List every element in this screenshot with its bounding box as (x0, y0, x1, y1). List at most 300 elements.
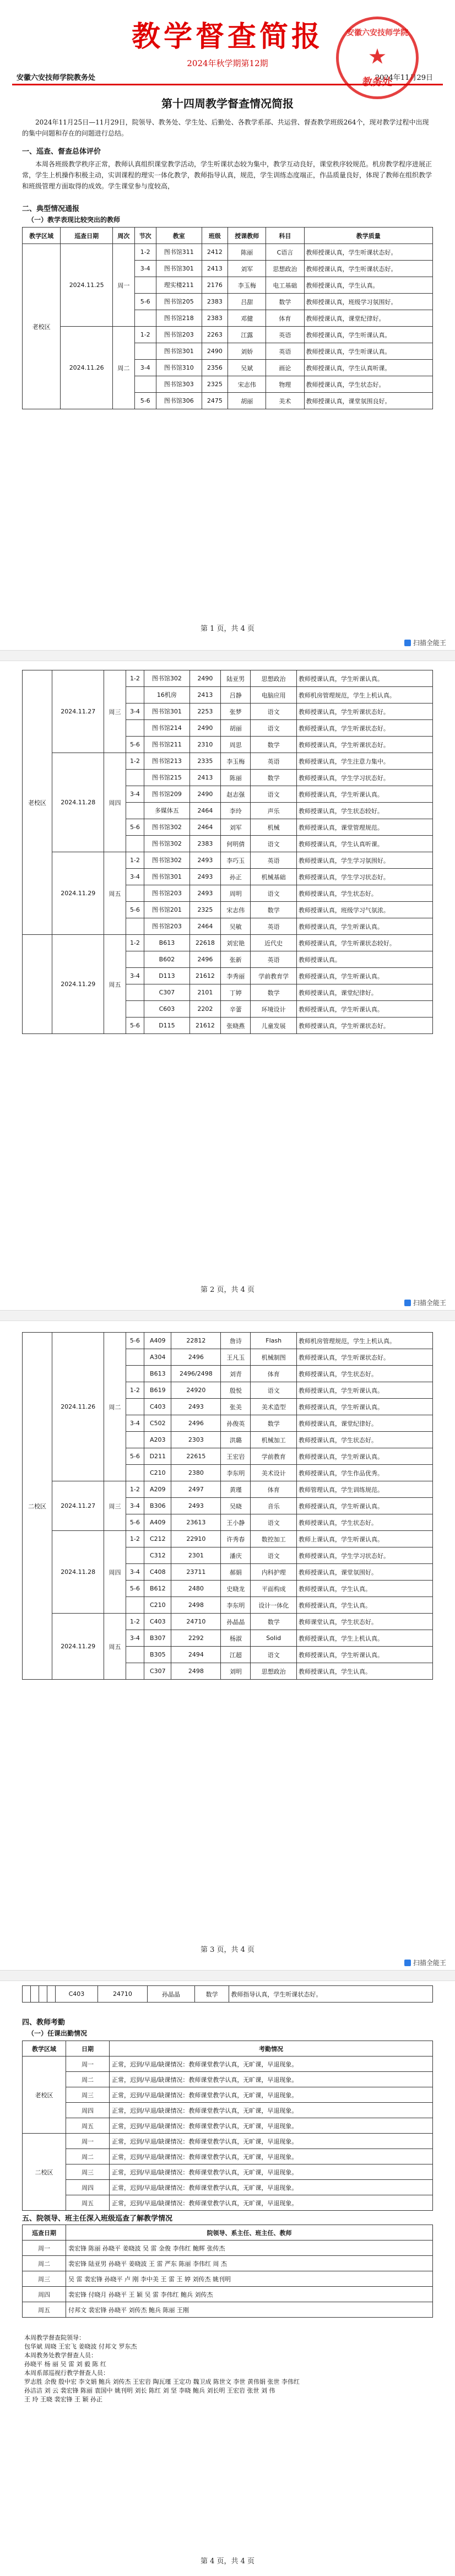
table-cell: A203 (144, 1432, 171, 1448)
table-cell (126, 918, 144, 935)
table-cell: 教师授课认真，学生认真。 (297, 1597, 433, 1614)
table-cell: 3-4 (126, 786, 144, 803)
table-cell: 1-2 (126, 1531, 144, 1547)
table-cell: 教师授课认真，学生听课状态好。 (297, 1349, 433, 1366)
day-cell: 周五 (66, 2195, 110, 2211)
day-cell: 周一 (66, 2134, 110, 2149)
table-cell: 教师授课认真，学生认真听课。 (296, 836, 432, 852)
section-2-1-heading: （一）教学表现比较突出的教师 (28, 216, 121, 224)
table-cell: 李东明 (221, 1597, 251, 1614)
table-cell (134, 376, 156, 393)
table-cell: 周思 (221, 737, 251, 753)
scanner-brand: 扫描全能王 (404, 1298, 446, 1307)
table-cell: 张晓燕 (221, 1018, 251, 1034)
week-cell: 周一 (113, 244, 134, 327)
table-cell: 22910 (171, 1531, 221, 1547)
table-cell: 教师授课认真，学生听课认真。 (297, 1382, 433, 1399)
date-cell: 2024.11.28 (52, 1531, 104, 1614)
table-cell: 教师授课认真，学生听课认真。 (296, 786, 432, 803)
table-cell: 教师授课认真，学生听课状态好。 (304, 261, 432, 277)
week-cell: 周五 (104, 1614, 126, 1680)
table-cell: 2101 (189, 984, 221, 1001)
table-cell: 美术设计 (251, 1465, 297, 1481)
day-cell: 周二 (23, 2256, 66, 2271)
table-cell: 2325 (189, 902, 221, 918)
table-cell (126, 1547, 144, 1564)
table-cell: 教师授课认真，学生学习状态好。 (297, 1547, 433, 1564)
table-cell: 教师授课认真，课堂管理规范。 (296, 819, 432, 836)
table-cell: 22812 (171, 1333, 221, 1349)
table-cell: 3-4 (134, 261, 156, 277)
table-cell: 23711 (171, 1564, 221, 1581)
table-cell: 数学 (251, 1614, 297, 1630)
table-cell: 5-6 (126, 819, 144, 836)
table-cell: 机械基础 (251, 869, 297, 885)
scanner-logo-icon (404, 640, 411, 646)
table-cell: 23613 (171, 1514, 221, 1531)
table-cell: C408 (144, 1564, 171, 1581)
table-row (23, 2118, 433, 2134)
table-cell: 图书馆203 (144, 885, 189, 902)
table-cell: 江超 (221, 1647, 251, 1663)
table-cell: Solid (251, 1630, 297, 1647)
table-cell: 语文 (251, 1647, 297, 1663)
table-cell: 机械 (251, 819, 297, 836)
table-cell: 李秀丽 (221, 968, 251, 984)
page-2 (0, 661, 455, 1311)
day-cell: 周三 (66, 2087, 110, 2103)
table-cell: 3-4 (126, 703, 144, 720)
table-cell: B602 (144, 951, 189, 968)
issue-date: 2024年11月29日 (375, 74, 433, 82)
table-row (23, 2072, 433, 2087)
table-cell: 英语 (251, 852, 297, 869)
table-cell: 刘军 (228, 261, 266, 277)
table-cell: 语文 (251, 885, 297, 902)
teacher-table-p1 (22, 227, 433, 409)
table-cell: 近代史 (251, 935, 297, 951)
date-cell: 2024.11.26 (52, 1333, 104, 1481)
note-line: 本周教学督查院领导： (24, 2334, 85, 2341)
table-cell (39, 1986, 47, 2003)
table-cell: 吴晓 (221, 1498, 251, 1514)
table-cell: 图书馆303 (156, 376, 202, 393)
table-cell: 2464 (189, 803, 221, 819)
table-cell: 2263 (202, 327, 228, 343)
table-cell: Flash (251, 1333, 297, 1349)
table-cell: 数学 (251, 737, 297, 753)
table-cell: 2413 (202, 261, 228, 277)
note-line: 包华斌 周晓 王宏飞 姜晓波 付邦文 罗东杰 (24, 2343, 137, 2350)
table-cell: 2494 (171, 1647, 221, 1663)
table-cell: 教师授课认真，学生作品优秀。 (297, 1465, 433, 1481)
table-cell: 教师授课认真，学生听课状态好。 (296, 720, 432, 737)
table-cell: 宋志伟 (221, 902, 251, 918)
table-cell: 郝娟 (221, 1564, 251, 1581)
table-cell: 2380 (171, 1465, 221, 1481)
section-4-heading: 四、教师考勤 (22, 2018, 66, 2027)
inspectors-cell: 吴 雷 裴宏锋 孙晓平 卢 刚 李中美 王 雷 王 婷 刘传杰 姚刊明 (66, 2271, 433, 2287)
date-cell: 2024.11.25 (61, 244, 113, 327)
table-cell: 陈丽 (221, 770, 251, 786)
table-cell: 邓健 (228, 310, 266, 327)
table-cell: 2493 (171, 1399, 221, 1415)
table-cell: 李巧玉 (221, 852, 251, 869)
table-cell: 胡丽 (221, 720, 251, 737)
note-line: 罗志胜 余俊 殷中宏 李文娟 鲍兵 刘传杰 王宏岩 陶瓦瑾 王定功 魏卫成 陈世文 李世 黄伟娟 张世 李伟红 (24, 2378, 300, 2385)
table-cell (47, 1986, 56, 2003)
table-cell: 2335 (189, 753, 221, 770)
inspectors-cell: 付邦文 裴宏锋 孙晓平 刘传杰 鲍兵 陈丽 王刚 (66, 2302, 433, 2318)
table-cell: 教师上课认真，学生听课认真。 (297, 1531, 433, 1547)
table-cell: 教师授课认真，学生听课状态好。 (296, 737, 432, 753)
table-cell: 电脑应用 (251, 687, 297, 703)
table-cell (23, 1986, 31, 2003)
table-cell: 2202 (189, 1001, 221, 1018)
day-cell: 周一 (66, 2057, 110, 2072)
table-row (23, 2103, 433, 2118)
table-cell: 英语 (251, 918, 297, 935)
teacher-table-p4 (22, 1985, 433, 2003)
table-cell: 数控加工 (251, 1531, 297, 1547)
table-cell: 2383 (202, 310, 228, 327)
table-cell: 数学 (195, 1986, 229, 2003)
week-cell: 周二 (104, 1333, 126, 1481)
table-cell (126, 1001, 144, 1018)
table-cell: 体育 (251, 1366, 297, 1382)
table-row (23, 2241, 433, 2256)
inspectors-cell: 裴宏锋 付晓月 孙晓平 王 颖 吴 雷 李伟红 鲍兵 刘传杰 (66, 2287, 433, 2302)
attendance-cell: 正常，迟到/早退/缺课情况：教师课堂教学认真，无旷课，早退现象。 (110, 2164, 433, 2180)
table-cell: 图书馆301 (144, 869, 189, 885)
table-cell: C语言 (266, 244, 304, 261)
table-cell: 图书馆205 (156, 294, 202, 310)
table-cell: 教师授课认真，学生听课状态好。 (304, 244, 432, 261)
table-row (23, 2302, 433, 2318)
table-cell: 教师授课认真，学生认真。 (297, 1663, 433, 1680)
table-cell: 教师授课认真，学生认真。 (304, 277, 432, 294)
day-cell: 周四 (23, 2287, 66, 2302)
table-cell: 数学 (251, 770, 297, 786)
week-cell: 周五 (104, 935, 126, 1034)
table-cell: 机械制图 (251, 1349, 297, 1366)
day-cell: 周四 (66, 2103, 110, 2118)
table-cell: 5-6 (126, 1448, 144, 1465)
table-cell: 陈丽 (228, 244, 266, 261)
table-cell: 教师授课认真，学生听课认真。 (296, 670, 432, 687)
table-cell (126, 1663, 144, 1680)
table-cell: 图书馆306 (156, 393, 202, 409)
table-cell: 2496/2498 (171, 1366, 221, 1382)
table-cell: 教师授课认真，课堂氛围良好。 (304, 393, 432, 409)
table-cell: 21612 (189, 1018, 221, 1034)
table-cell: 语文 (251, 703, 297, 720)
table-cell: 刘明 (221, 1663, 251, 1680)
table-header-row: 教学区域 日期 考勤情况 (23, 2041, 433, 2057)
issuing-org: 安徽六安技师学院教务处 (17, 74, 96, 82)
table-cell: 3-4 (126, 1630, 144, 1647)
table-cell: 1-2 (126, 935, 144, 951)
table-cell: 辛蕾 (221, 1001, 251, 1018)
table-cell: 2383 (202, 294, 228, 310)
table-row (23, 2057, 433, 2072)
table-cell: 孙俊英 (221, 1415, 251, 1432)
table-cell: 1-2 (126, 852, 144, 869)
table-cell: 3-4 (126, 1564, 144, 1581)
table-cell: 宋志伟 (228, 376, 266, 393)
page-4 (0, 1981, 455, 2576)
attendance-cell: 正常，迟到/早退/缺课情况：教师课堂教学认真，无旷课，早退现象。 (110, 2134, 433, 2149)
date-cell: 2024.11.29 (52, 935, 104, 1034)
date-cell: 2024.11.27 (52, 1481, 104, 1531)
week-cell: 周三 (104, 1481, 126, 1531)
table-cell: 电工基础 (266, 277, 304, 294)
table-cell: 2496 (171, 1349, 221, 1366)
table-row (23, 2134, 433, 2149)
table-cell: 22618 (189, 935, 221, 951)
table-cell: 儿童发展 (251, 1018, 297, 1034)
table-row (23, 2149, 433, 2164)
table-cell: 图书馆211 (144, 737, 189, 753)
table-cell: 1-2 (134, 327, 156, 343)
week-cell: 周四 (104, 753, 126, 852)
table-cell: 3-4 (134, 360, 156, 376)
table-cell: 图书馆301 (144, 703, 189, 720)
table-cell: 2413 (189, 687, 221, 703)
table-cell: B306 (144, 1498, 171, 1514)
table-cell: 21612 (189, 968, 221, 984)
table-cell: 2301 (171, 1547, 221, 1564)
attendance-cell: 正常，迟到/早退/缺课情况：教师课堂教学认真，无旷课，早退现象。 (110, 2180, 433, 2195)
table-cell: 王宏岩 (221, 1448, 251, 1465)
table-cell: 思想政治 (251, 670, 297, 687)
attendance-cell: 正常，迟到/早退/缺课情况：教师课堂教学认真，无旷课，早退现象。 (110, 2087, 433, 2103)
table-cell: 吴敏 (221, 918, 251, 935)
table-cell: 图书馆203 (144, 918, 189, 935)
table-cell: D113 (144, 968, 189, 984)
table-cell: 语文 (251, 1547, 297, 1564)
table-cell: 24920 (171, 1382, 221, 1399)
table-cell: 教师机房管理规范，学生上机认真。 (296, 687, 432, 703)
bulletin-title: 教学督查简报 (131, 20, 323, 53)
table-cell: 2176 (202, 277, 228, 294)
table-cell: B613 (144, 935, 189, 951)
table-cell: 教师授课认真，课堂纪律好。 (296, 984, 432, 1001)
table-cell: 2464 (189, 819, 221, 836)
table-cell: 陆亚男 (221, 670, 251, 687)
table-row (23, 852, 433, 869)
table-cell: 刘军 (221, 819, 251, 836)
table-cell: 数学 (251, 902, 297, 918)
table-cell: 22615 (171, 1448, 221, 1465)
table-cell: 2498 (171, 1663, 221, 1680)
table-cell: 2493 (171, 1498, 221, 1514)
date-cell: 2024.11.29 (52, 1614, 104, 1680)
table-cell: 2496 (189, 951, 221, 968)
table-cell: D211 (144, 1448, 171, 1465)
table-cell: 多媒体五 (144, 803, 189, 819)
table-row (23, 1986, 433, 2003)
table-row (23, 2087, 433, 2103)
table-cell: 2497 (171, 1481, 221, 1498)
table-cell: 教师授课认真，学生状态好。 (297, 1432, 433, 1448)
table-cell: 教师授课认真，学生听课认真。 (304, 327, 432, 343)
teacher-table-p2 (22, 670, 433, 1034)
table-cell (126, 984, 144, 1001)
day-cell: 周四 (66, 2180, 110, 2195)
table-cell: 图书馆301 (156, 343, 202, 360)
table-cell: 教师管理认真，学生训练规范。 (297, 1481, 433, 1498)
table-cell: 教师授课认真，课堂纪律好。 (304, 310, 432, 327)
table-cell: 学前教育 (251, 1448, 297, 1465)
note-line: 孙晓平 杨 丽 吴 雷 刘 毅 陈 红 (24, 2361, 106, 2368)
page-footer: 第 1 页，共 4 页 (200, 625, 255, 633)
table-cell: D115 (144, 1018, 189, 1034)
table-cell (126, 1465, 144, 1481)
table-cell: 音乐 (251, 1498, 297, 1514)
inspectors-cell: 裴宏锋 陆亚男 孙晓平 姜晓波 王 雷 严东 陈丽 李伟红 周 杰 (66, 2256, 433, 2271)
scanner-logo-icon (404, 1960, 411, 1966)
table-cell: 语文 (251, 1514, 297, 1531)
table-cell: 王凡玉 (221, 1349, 251, 1366)
table-cell: 吕甜 (228, 294, 266, 310)
table-cell: 2490 (189, 786, 221, 803)
table-cell (126, 687, 144, 703)
table-row (23, 327, 433, 343)
area-cell: 二校区 (23, 2134, 66, 2211)
day-cell: 周三 (23, 2271, 66, 2287)
attendance-cell: 正常，迟到/早退/缺课情况：教师课堂教学认真，无旷课，早退现象。 (110, 2057, 433, 2072)
table-cell: 图书馆213 (144, 753, 189, 770)
attendance-cell: 正常，迟到/早退/缺课情况：教师课堂教学认真，无旷课，早退现象。 (110, 2103, 433, 2118)
table-cell: 教师授课认真，学生认真听课。 (304, 360, 432, 376)
area-cell: 二校区 (23, 1333, 52, 1680)
table-cell: 图书馆302 (144, 819, 189, 836)
table-cell: 刘宏艳 (221, 935, 251, 951)
table-cell: 丁婷 (221, 984, 251, 1001)
table-cell: 2253 (189, 703, 221, 720)
table-row (23, 2256, 433, 2271)
table-cell: 李玉梅 (228, 277, 266, 294)
day-cell: 周一 (23, 2241, 66, 2256)
table-cell: 图书馆203 (156, 327, 202, 343)
section-4-1-heading: （一）任课出勤情况 (28, 2030, 88, 2037)
table-cell: C312 (144, 1547, 171, 1564)
table-cell: 1-2 (134, 244, 156, 261)
table-cell: C210 (144, 1597, 171, 1614)
week-cell: 周五 (104, 852, 126, 935)
table-cell: C212 (144, 1531, 171, 1547)
table-cell: 5-6 (134, 294, 156, 310)
table-cell: 2490 (189, 670, 221, 687)
table-cell: 5-6 (126, 737, 144, 753)
table-cell: 平面构成 (251, 1581, 297, 1597)
table-cell (126, 1399, 144, 1415)
table-cell: 张新 (221, 951, 251, 968)
table-cell: 刘娇 (228, 343, 266, 360)
table-cell: 设计一体化 (251, 1597, 297, 1614)
day-cell: 周二 (66, 2072, 110, 2087)
table-row (23, 2164, 433, 2180)
table-cell: 教师授课认真，学生听课认真。 (304, 343, 432, 360)
table-cell: 教师授课认真，学生听课认真。 (296, 1001, 432, 1018)
table-cell: 教师授课认真，班级学习气氛浓。 (296, 902, 432, 918)
table-cell: 教师授课认真，学生听课状态较好。 (296, 935, 432, 951)
table-row (23, 935, 433, 951)
table-cell: 教师授课认真，课堂氛围好。 (297, 1564, 433, 1581)
table-cell: A209 (144, 1481, 171, 1498)
table-cell: 2498 (171, 1597, 221, 1614)
table-cell: 教师授课认真，学生状态好。 (296, 885, 432, 902)
table-cell: 24710 (171, 1614, 221, 1630)
table-cell: 教师授课认真，学生听课认真。 (296, 918, 432, 935)
table-cell: 教师授课认真，班级学习氛围好。 (304, 294, 432, 310)
table-cell: B619 (144, 1382, 171, 1399)
table-cell: 江露 (228, 327, 266, 343)
table-cell: 2496 (171, 1415, 221, 1432)
table-cell: 图书馆302 (144, 836, 189, 852)
patrol-table (22, 2225, 433, 2318)
page-footer: 第 2 页，共 4 页 (200, 1286, 255, 1294)
note-line: 本周教务处教学督查人员： (24, 2352, 97, 2359)
table-cell: C403 (56, 1986, 98, 2003)
table-cell: 图书馆215 (144, 770, 189, 786)
table-cell: 2303 (171, 1432, 221, 1448)
table-cell: 吕静 (221, 687, 251, 703)
table-cell: 美术 (266, 393, 304, 409)
table-row (23, 1481, 433, 1498)
table-cell: 教师授课认真，学生听课状态好。 (296, 1018, 432, 1034)
table-cell: 黄瑾 (221, 1481, 251, 1498)
table-cell: 教师授课认真。 (296, 951, 432, 968)
table-cell: 5-6 (126, 1018, 144, 1034)
table-cell: C502 (144, 1415, 171, 1432)
table-cell: 英语 (251, 951, 297, 968)
table-cell: 语文 (251, 720, 297, 737)
table-cell: 洪璐 (221, 1432, 251, 1448)
table-cell: 1-2 (126, 1614, 144, 1630)
scanner-brand: 扫描全能王 (404, 638, 446, 647)
table-cell: 教师授课认真，学生状态较好。 (296, 803, 432, 819)
table-cell (126, 836, 144, 852)
table-cell: 1-2 (126, 1481, 144, 1498)
table-cell: 许秀春 (221, 1531, 251, 1547)
table-cell: 16机房 (144, 687, 189, 703)
table-cell (126, 885, 144, 902)
table-cell: 声乐 (251, 803, 297, 819)
table-cell: 孙正 (221, 869, 251, 885)
section-2-heading: 二、典型情况通报 (22, 205, 80, 213)
table-cell (126, 1432, 144, 1448)
table-header-row: 巡查日期 院领导、系主任、班主任、教师 (23, 2225, 433, 2241)
table-cell: 2325 (202, 376, 228, 393)
table-cell: 李东明 (221, 1465, 251, 1481)
table-cell (126, 1647, 144, 1663)
table-row (23, 244, 433, 261)
table-cell: B305 (144, 1647, 171, 1663)
date-cell: 2024.11.29 (52, 852, 104, 935)
table-cell: 教师授课认真，学生听课认真。 (296, 968, 432, 984)
table-cell: 思想政治 (266, 261, 304, 277)
table-cell: 赵志强 (221, 786, 251, 803)
table-cell: B613 (144, 1366, 171, 1382)
table-cell (126, 770, 144, 786)
table-cell: 教师授课认真，学生学习状态好。 (296, 770, 432, 786)
table-cell: 3-4 (126, 968, 144, 984)
table-cell: 2490 (202, 343, 228, 360)
table-cell: 物理 (266, 376, 304, 393)
section-5-heading: 五、院领导、班主任深入班级巡查了解教学情况 (22, 2215, 173, 2223)
